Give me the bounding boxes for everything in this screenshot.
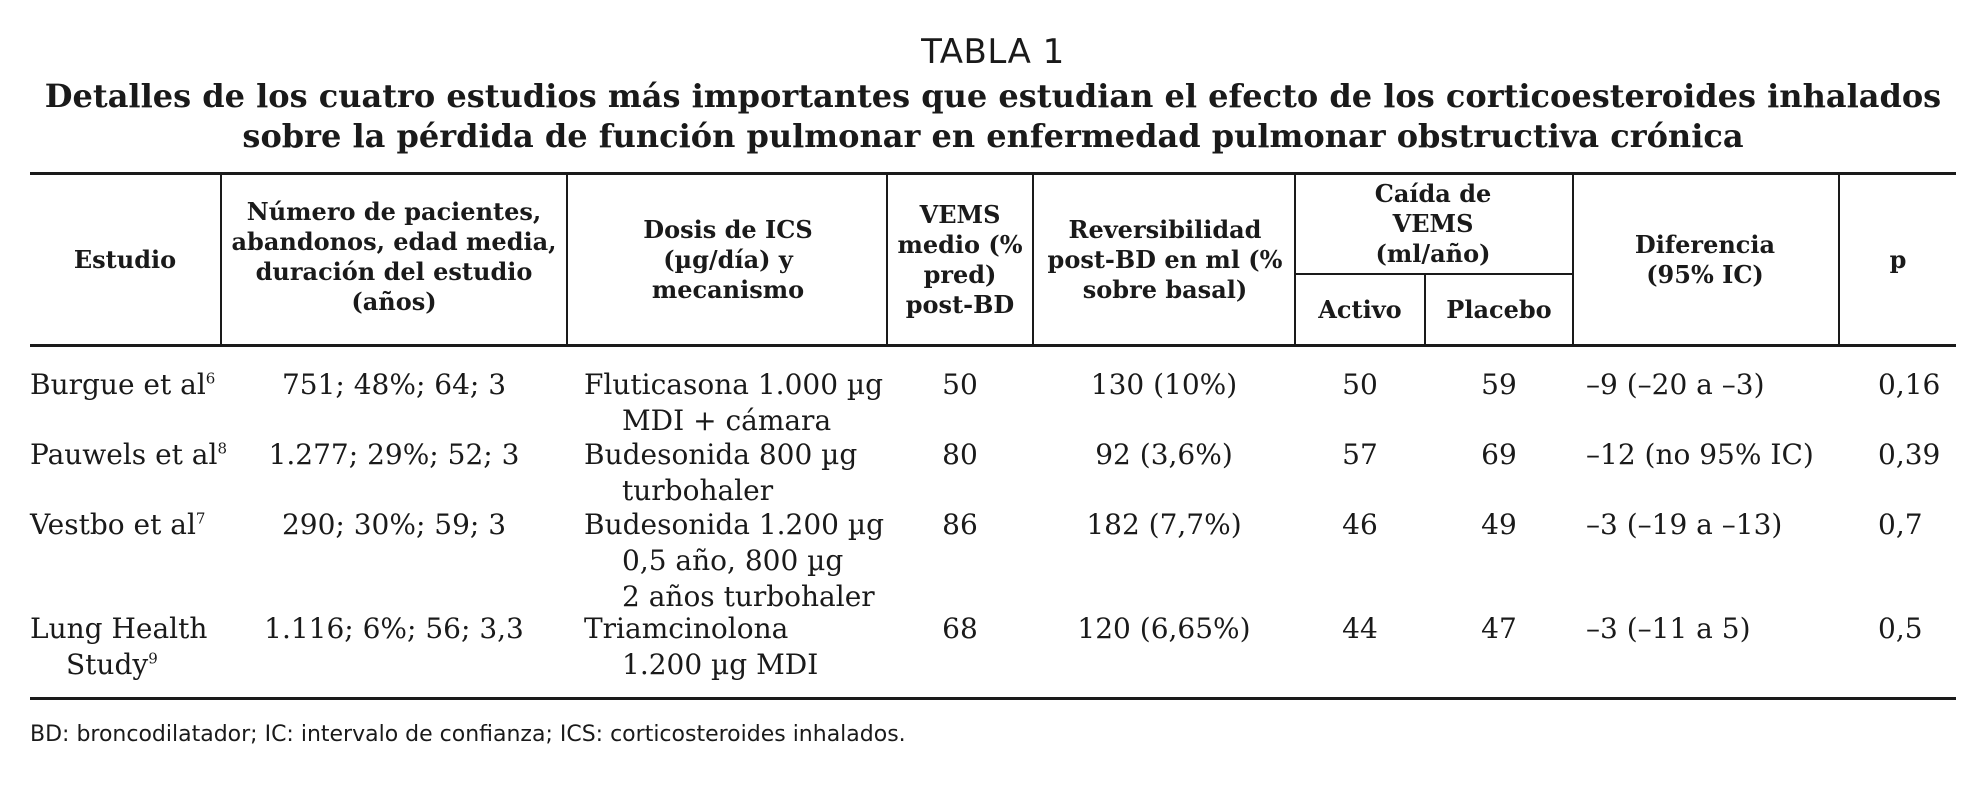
table-row-dosis: Triamcinolona 1.200 µg MDI [584,612,819,681]
header-placebo: Placebo [1446,295,1552,324]
table-row-pacientes: 751; 48%; 64; 3 [281,368,507,401]
table-row-reversibilidad: 120 (6,65%) [1077,612,1251,645]
header-pacientes: Número de pacientes, abandonos, edad media, duración del estudio (años) [231,197,557,316]
table-row-estudio: Lung Health Study$^9$ [30,612,208,681]
table-row-activo: 44 [1342,612,1378,645]
table-row-diferencia: –12 (no 95% IC) [1586,438,1814,471]
table-row-reversibilidad: 92 (3,6%) [1095,438,1233,471]
table-row-activo: 46 [1342,508,1378,541]
table-row-estudio: Burgue et $al^6$ [30,368,216,401]
table-row-pacientes: 1.116; 6%; 56; 3,3 [264,612,524,645]
table-row-vems: 50 [942,368,978,401]
header-divider [886,172,888,344]
table-row-p: 0,39 [1878,438,1941,471]
table-row-vems: 80 [942,438,978,471]
table-row-activo: 50 [1342,368,1378,401]
table-row-placebo: 59 [1481,368,1517,401]
header-divider [1032,172,1034,344]
table-row-dosis: Budesonida 1.200 µg 0,5 año, 800 µg 2 años turbohaler [584,508,885,613]
header-bottom-rule [30,344,1956,347]
table-footnote: BD: broncodilatador; IC: intervalo de confianza; ICS: corticosteroides inhalados. [30,722,906,747]
table-row-estudio: Pauwels et $al^8$ [30,438,227,471]
table-row-placebo: 47 [1481,612,1517,645]
table-title: Detalles de los cuatro estudios más importantes que estudian el efecto de los corticoesteroides inhalados sobre la pérdida de función pulmonar en enfermedad pulmonar obstructiva crónica [44,77,1942,155]
header-reversibilidad: Reversibilidad post-BD en ml (% sobre basal) [1047,214,1283,304]
table-row-diferencia: –3 (–11 a 5) [1586,612,1751,645]
table-row-activo: 57 [1342,438,1378,471]
table-row-p: 0,16 [1878,368,1941,401]
table-row-vems: 86 [942,508,978,541]
table-row-vems: 68 [942,612,978,645]
header-vems: VEMS medio (% pred) post-BD [897,199,1023,319]
table-row-p: 0,7 [1878,508,1923,541]
header-divider [1572,172,1574,344]
header-divider [566,172,568,344]
table-label: TABLA 1 [921,32,1065,72]
table-row-estudio: Vestbo et $al^7$ [30,508,206,541]
table-row-reversibilidad: 182 (7,7%) [1086,508,1242,541]
table-row-dosis: Fluticasona 1.000 µg MDI + cámara [584,368,884,437]
header-diferencia: Diferencia (95% IC) [1634,229,1776,289]
table-row-dosis: Budesonida 800 µg turbohaler [584,438,858,507]
header-activo: Activo [1318,295,1402,324]
table-row-p: 0,5 [1878,612,1923,645]
header-estudio: Estudio [73,244,177,274]
header-caida: Caída de VEMS (ml/año) [1374,179,1492,268]
header-dosis: Dosis de ICS (µg/día) y mecanismo [643,214,813,304]
table-row-reversibilidad: 130 (10%) [1090,368,1238,401]
header-p: p [1889,244,1907,274]
table-row-pacientes: 290; 30%; 59; 3 [281,508,507,541]
table-row-diferencia: –9 (–20 a –3) [1586,368,1765,401]
table-row-placebo: 49 [1481,508,1517,541]
table-row-diferencia: –3 (–19 a –13) [1586,508,1783,541]
subheader-rule [1294,273,1572,275]
table-row-pacientes: 1.277; 29%; 52; 3 [268,438,520,471]
table-row-placebo: 69 [1481,438,1517,471]
bottom-rule [30,697,1956,700]
header-divider [220,172,222,344]
